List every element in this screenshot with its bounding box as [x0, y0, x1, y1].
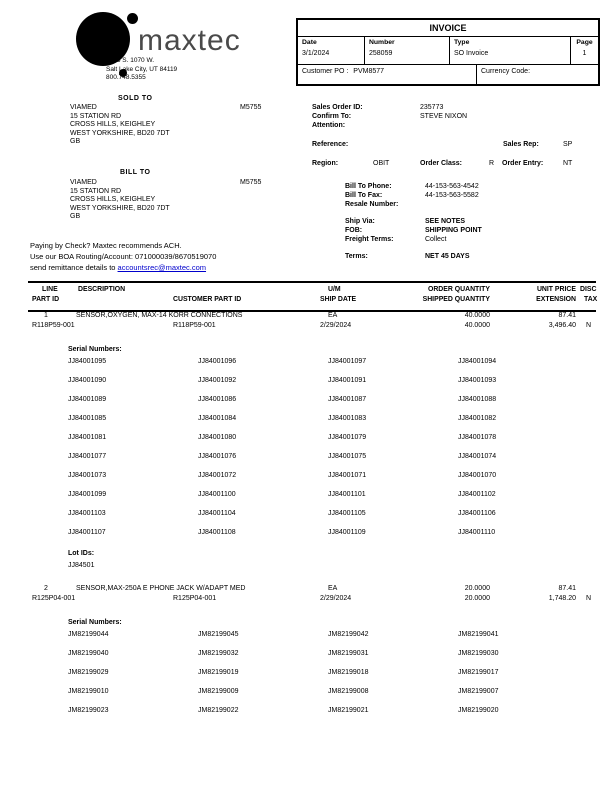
ach-note-line2: Use our BOA Routing/Account: 071000039/8670519070: [30, 252, 217, 261]
attention-label: Attention:: [312, 122, 346, 129]
serial-number: JM82199041: [458, 631, 499, 638]
serial-numbers-label: Serial Numbers:: [68, 619, 122, 626]
serial-number: JJ84001087: [328, 396, 367, 403]
order-entry-value: NT: [563, 160, 573, 167]
serial-number: JJ84001070: [458, 472, 497, 479]
serial-number: JJ84001093: [458, 377, 497, 384]
serial-number: JM82199044: [68, 631, 109, 638]
invoice-po-row: [298, 65, 598, 84]
serial-number: JJ84001110: [458, 529, 496, 536]
shipped-quantity: 20.0000: [464, 595, 490, 602]
customer-part-id: R125P04-001: [173, 595, 217, 602]
sold-to-address-line4: GB: [70, 138, 81, 146]
serial-number: JJ84001084: [198, 415, 237, 422]
serial-number: JM82199045: [198, 631, 239, 638]
header-customer-part-id: CUSTOMER PART ID: [173, 296, 242, 303]
serial-number: JJ84001108: [198, 529, 236, 536]
reference-label: Reference:: [312, 141, 349, 148]
order-quantity: 20.0000: [464, 585, 490, 592]
lot-id: JJ84501: [68, 562, 95, 569]
serial-number: JJ84001109: [328, 529, 366, 536]
line-item-row-top: [28, 585, 596, 595]
serial-number: JM82199009: [198, 688, 239, 695]
serial-number: JM82199018: [328, 669, 369, 676]
header-row-top: [28, 286, 596, 296]
invoice-meta-row: [298, 37, 598, 65]
region-value: OBIT: [373, 160, 390, 167]
header-um: U/M: [328, 286, 341, 293]
serial-number: JM82199019: [198, 669, 239, 676]
serial-number: JJ84001076: [198, 453, 237, 460]
freight-terms-value: Collect: [425, 236, 447, 243]
sold-to-address: [70, 104, 320, 147]
sold-to-address-line2: CROSS HILLS, KEIGHLEY: [70, 121, 156, 129]
ship-date: 2/29/2024: [320, 322, 352, 329]
shipped-quantity: 40.0000: [464, 322, 490, 329]
serial-number: JM82199029: [68, 669, 109, 676]
ach-note: [30, 240, 216, 273]
line-number: 2: [44, 585, 48, 592]
ach-note-line3: [30, 262, 216, 273]
bill-to-fax-value: 44-153-563-5582: [425, 192, 479, 199]
unit-of-measure: EA: [328, 312, 338, 319]
brand-name: maxtec: [138, 24, 241, 57]
serial-number: JJ84001074: [458, 453, 497, 460]
bill-to-fax-label: Bill To Fax:: [345, 192, 383, 199]
bill-to-heading: BILL TO: [120, 169, 151, 176]
bill-to-customer-code: M5755: [240, 179, 262, 186]
terms-label: Terms:: [345, 253, 368, 260]
date-value: 3/1/2024: [302, 50, 330, 57]
serial-numbers-grid: [68, 631, 596, 714]
ach-note-line3-prefix: send remittance details to: [30, 263, 118, 272]
serial-number: JJ84001083: [328, 415, 367, 422]
page-value: 1: [582, 50, 587, 57]
serial-number: JJ84001097: [328, 358, 367, 365]
ship-via-value: SEE NOTES: [425, 218, 466, 225]
invoice-number-cell: [365, 37, 450, 64]
line-item-row-top: [28, 312, 596, 322]
serial-number: JJ84001073: [68, 472, 107, 479]
part-id: R118P59-001: [32, 322, 75, 329]
header-unit-price: UNIT PRICE: [536, 286, 576, 293]
confirm-to-value: STEVE NIXON: [420, 113, 468, 120]
ship-date: 2/29/2024: [320, 595, 352, 602]
serial-number: JM82199031: [328, 650, 369, 657]
currency-cell: [477, 65, 598, 84]
serial-number: JJ84001105: [328, 510, 366, 517]
bill-to-address-line2: CROSS HILLS, KEIGHLEY: [70, 196, 156, 204]
item-description: SENSOR,MAX-250A E PHONE JACK W/ADAPT MED: [76, 585, 246, 592]
header-order-quantity: ORDER QUANTITY: [427, 286, 490, 293]
type-label: Type: [454, 39, 470, 46]
invoice-page-cell: [571, 37, 598, 64]
serial-number: JJ84001092: [198, 377, 237, 384]
page-label: Page: [576, 39, 593, 46]
serial-number: JM82199007: [458, 688, 499, 695]
serial-number: JJ84001100: [198, 491, 236, 498]
remittance-email-link[interactable]: accountsrec@maxtec.com: [117, 263, 207, 272]
fob-value: SHIPPING POINT: [425, 227, 482, 234]
logo-dot-top: [127, 13, 138, 24]
bill-to-address-line4: GB: [70, 213, 81, 221]
header-shipped-quantity: SHIPPED QUANTITY: [422, 296, 490, 303]
confirm-to-label: Confirm To:: [312, 113, 352, 120]
freight-terms-label: Freight Terms:: [345, 236, 394, 243]
serial-number: JM82199008: [328, 688, 369, 695]
company-address-line1: 2305 S. 1070 W.: [106, 57, 155, 64]
sold-to-address-line3: WEST YORKSHIRE, BD20 7DT: [70, 129, 170, 137]
item-description: SENSOR,OXYGEN, MAX-14 KORR CONNECTIONS: [76, 312, 243, 319]
serial-number: JJ84001075: [328, 453, 367, 460]
invoice-title: INVOICE: [298, 20, 598, 37]
serial-number: JJ84001081: [68, 434, 107, 441]
fob-label: FOB:: [345, 227, 363, 234]
company-phone: 800.748.5355: [106, 74, 146, 81]
region-label: Region:: [312, 160, 339, 167]
serial-number: JM82199017: [458, 669, 499, 676]
unit-price: 87.41: [558, 585, 576, 592]
serial-number: JM82199010: [68, 688, 109, 695]
serial-numbers-label: Serial Numbers:: [68, 346, 122, 353]
serial-number: JJ84001091: [328, 377, 367, 384]
serial-number: JM82199021: [328, 707, 369, 714]
company-address: [106, 57, 177, 83]
part-id: R125P04-001: [32, 595, 76, 602]
company-address-line2: Salt Lake City, UT 84119: [106, 65, 178, 73]
serial-number: JJ84001090: [68, 377, 107, 384]
header-disc: DISC: [580, 286, 597, 293]
serial-number: JM82199023: [68, 707, 109, 714]
header-extension: EXTENSION: [536, 296, 576, 303]
bill-to-address-line1: 15 STATION RD: [70, 187, 122, 195]
line-item-row-bottom: [28, 322, 596, 332]
serial-number: JJ84001086: [198, 396, 237, 403]
serial-number: JJ84001088: [458, 396, 497, 403]
serial-number: JJ84001089: [68, 396, 107, 403]
resale-number-label: Resale Number:: [345, 201, 399, 208]
serial-number: JJ84001071: [328, 472, 367, 479]
customer-part-id: R118P59-001: [173, 322, 216, 329]
serial-number: JJ84001080: [198, 434, 237, 441]
number-value: 258059: [369, 50, 393, 57]
serial-number: JM82199030: [458, 650, 499, 657]
extension-amount: 1,748.20: [548, 595, 576, 602]
serial-number: JJ84001078: [458, 434, 497, 441]
header-description: DESCRIPTION: [78, 286, 126, 293]
header-row-bottom: [28, 296, 596, 306]
sold-to-heading: SOLD TO: [118, 95, 153, 102]
serial-number: JJ84001101: [328, 491, 366, 498]
serial-number: JM82199042: [328, 631, 369, 638]
currency-label: Currency Code:: [481, 68, 531, 75]
serial-number: JJ84001099: [68, 491, 107, 498]
type-value: SO Invoice: [454, 50, 489, 57]
order-entry-label: Order Entry:: [502, 160, 544, 167]
sales-order-id-label: Sales Order ID:: [312, 104, 363, 111]
header-line: LINE: [42, 286, 58, 293]
serial-number: JJ84001107: [68, 529, 106, 536]
serial-number: JJ84001072: [198, 472, 237, 479]
bill-to-address-line3: WEST YORKSHIRE, BD20 7DT: [70, 204, 170, 212]
header-ship-date: SHIP DATE: [320, 296, 357, 303]
header-part-id: PART ID: [32, 296, 60, 303]
order-class-label: Order Class:: [420, 160, 463, 167]
sales-order-id-value: 235773: [420, 104, 444, 111]
terms-value: NET 45 DAYS: [425, 253, 470, 260]
bill-to-address: [70, 179, 320, 222]
serial-number: JJ84001079: [328, 434, 367, 441]
lot-ids-label: Lot IDs:: [68, 550, 95, 557]
serial-number: JJ84001095: [68, 358, 107, 365]
serial-number: JM82199022: [198, 707, 239, 714]
sales-rep-label: Sales Rep:: [503, 141, 539, 148]
sold-to-address-line1: 15 STATION RD: [70, 112, 122, 120]
sold-to-customer-code: M5755: [240, 104, 262, 111]
line-item-row-bottom: [28, 595, 596, 605]
invoice-type-cell: [450, 37, 571, 64]
serial-number: JM82199020: [458, 707, 499, 714]
date-label: Date: [302, 39, 317, 46]
header-tax: TAX: [584, 296, 598, 303]
line-number: 1: [44, 312, 48, 319]
customer-po-label: Customer PO :: [302, 68, 349, 75]
customer-po-cell: [298, 65, 477, 84]
serial-number: JJ84001082: [458, 415, 497, 422]
sales-rep-value: SP: [563, 141, 573, 148]
line-items: [28, 312, 596, 714]
serial-number: JJ84001102: [458, 491, 496, 498]
extension-amount: 3,496.40: [548, 322, 576, 329]
order-quantity: 40.0000: [464, 312, 490, 319]
unit-of-measure: EA: [328, 585, 338, 592]
order-class-value: R: [489, 160, 495, 167]
lot-ids: [68, 562, 596, 569]
serial-number: JJ84001077: [68, 453, 107, 460]
serial-numbers-grid: [68, 358, 596, 536]
ach-note-line1: Paying by Check? Maxtec recommends ACH.: [30, 241, 182, 250]
customer-po-value: PVM8577: [353, 68, 385, 75]
tax-flag: N: [586, 322, 592, 329]
invoice-header-box: [296, 18, 600, 86]
serial-number: JM82199032: [198, 650, 239, 657]
serial-number: JJ84001106: [458, 510, 496, 517]
number-label: Number: [369, 39, 395, 46]
bill-to-phone-label: Bill To Phone:: [345, 183, 392, 190]
ship-via-label: Ship Via:: [345, 218, 375, 225]
invoice-date-cell: [298, 37, 365, 64]
serial-number: JJ84001103: [68, 510, 106, 517]
serial-number: JJ84001085: [68, 415, 107, 422]
serial-number: JJ84001094: [458, 358, 497, 365]
items-table-header: [28, 281, 596, 312]
sold-to-name: VIAMED: [70, 104, 97, 111]
tax-flag: N: [586, 595, 592, 602]
serial-number: JJ84001096: [198, 358, 237, 365]
serial-number: JM82199040: [68, 650, 109, 657]
bill-to-name: VIAMED: [70, 179, 97, 186]
unit-price: 87.41: [558, 312, 576, 319]
serial-number: JJ84001104: [198, 510, 236, 517]
bill-to-phone-value: 44-153-563-4542: [425, 183, 479, 190]
